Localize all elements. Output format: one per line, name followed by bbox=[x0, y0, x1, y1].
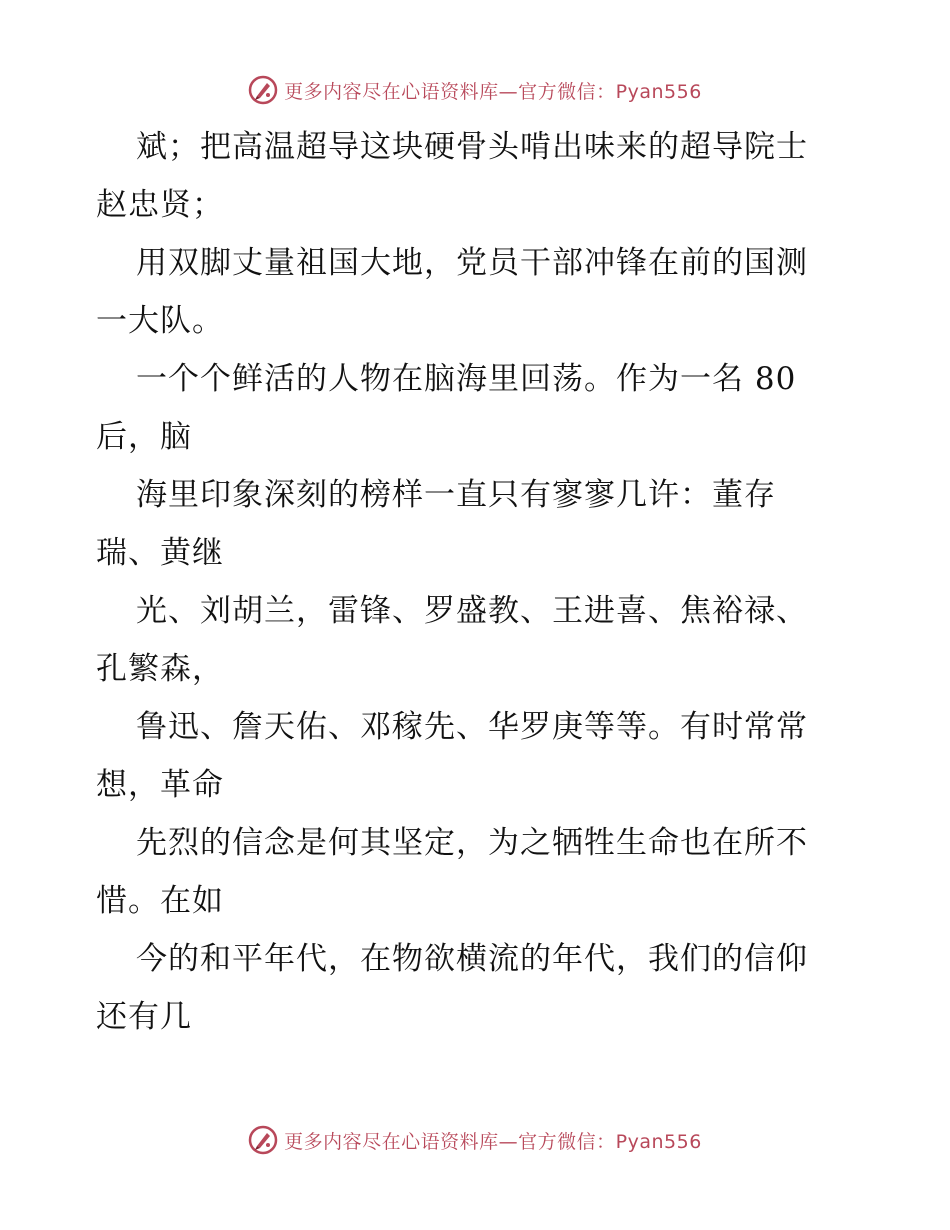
text-line: 孔繁森， bbox=[96, 651, 224, 687]
pen-nib-logo-icon bbox=[248, 75, 278, 105]
text-line: 光、刘胡兰，雷锋、罗盛教、王进喜、焦裕禄、 bbox=[136, 593, 808, 629]
header-banner-text: 更多内容尽在心语资料库—官方微信：Pyan556 bbox=[284, 80, 702, 103]
footer-banner bbox=[0, 1120, 950, 1160]
text-line: 惜。在如 bbox=[96, 883, 224, 919]
document-body bbox=[96, 118, 866, 1046]
text-line: 还有几 bbox=[96, 999, 192, 1035]
text-line: 后，脑 bbox=[96, 419, 192, 455]
text-line: 想，革命 bbox=[96, 767, 224, 803]
text-line: 海里印象深刻的榜样一直只有寥寥几许：董存 bbox=[136, 477, 776, 513]
text-line: 先烈的信念是何其坚定，为之牺牲生命也在所不 bbox=[136, 825, 808, 861]
footer-banner-text: 更多内容尽在心语资料库—官方微信：Pyan556 bbox=[284, 1130, 702, 1153]
pen-nib-logo-icon bbox=[248, 1125, 278, 1155]
header-banner bbox=[0, 70, 950, 110]
text-line: 鲁迅、詹天佑、邓稼先、华罗庚等等。有时常常 bbox=[136, 709, 808, 745]
text-line: 斌；把高温超导这块硬骨头啃出味来的超导院士 bbox=[136, 129, 808, 165]
text-line: 赵忠贤； bbox=[96, 187, 224, 223]
text-line: 一个个鲜活的人物在脑海里回荡。作为一名 80 bbox=[136, 361, 797, 397]
text-line: 瑞、黄继 bbox=[96, 535, 224, 571]
text-line: 一大队。 bbox=[96, 303, 224, 339]
text-line: 今的和平年代，在物欲横流的年代，我们的信仰 bbox=[136, 941, 808, 977]
text-line: 用双脚丈量祖国大地，党员干部冲锋在前的国测 bbox=[136, 245, 808, 281]
